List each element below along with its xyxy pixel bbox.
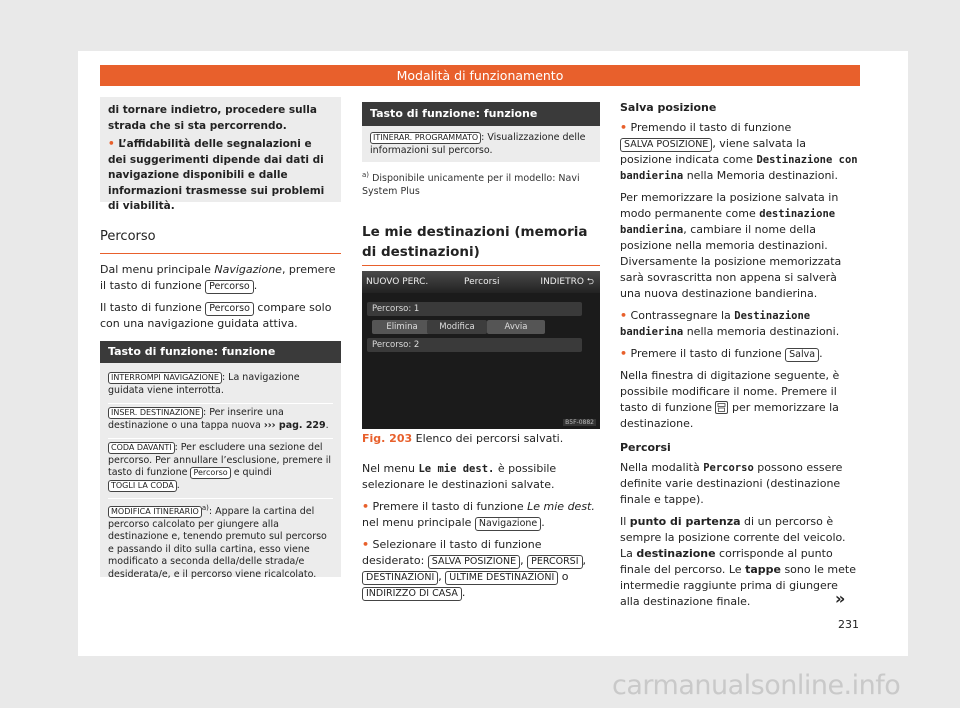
percorso-button[interactable]: Percorso (190, 467, 230, 479)
heading-rule (100, 253, 341, 254)
togli-coda-button[interactable]: TOGLI LA CODA (108, 480, 177, 492)
callout-text-2: L’affidabilità delle segnalazioni e dei suggerimenti dipende dai dati di navigazione disponibili e dalle informazioni trasmesse sui problemi di viabilità. (108, 138, 325, 212)
paragraph: • Premere il tasto di funzione Le mie dest. nel menu principale Navigazione . (362, 500, 595, 529)
footnote: $^{a)}$ Disponibile unicamente per il modello: Navi System Plus (362, 171, 580, 198)
interrompi-button[interactable]: INTERROMPI NAVIGAZIONE (108, 372, 222, 384)
paragraph: Il tasto di funzione Percorso compare solo con una navigazione guidata attiva. (100, 301, 332, 330)
salva-posizione-button[interactable]: SALVA POSIZIONE (428, 555, 520, 569)
paragraph: Nella modalità Percorso possono essere definite varie destinazioni (destinazione finale e tappe). (620, 461, 843, 506)
paragraph: Dal menu principale Navigazione, premere il tasto di funzione Percorso . (100, 263, 336, 292)
table-row: ITINERAR. PROGRAMMATO : Visualizzazione delle informazioni sul percorso. (370, 132, 586, 156)
table-row: MODIFICA ITINERARIO $^{a)}$: Appare la cartina del percorso calcolato per giungere alla destinazione e, tenendo premuto sul percorso e passando il dito sulla cartina, esso viene modificato a seconda della/delle strada/e desiderata/e, e il percorso viene ricalcolato. (108, 504, 327, 580)
navigazione-button[interactable]: Navigazione (475, 517, 541, 531)
paragraph: Nella finestra di digitazione seguente, è possibile modificare il nome. Premere il tasto di funzione per memorizzare la destinazione. (620, 369, 840, 430)
nuovo-perc-button[interactable]: NUOVO PERC. (366, 277, 429, 287)
save-icon[interactable] (715, 401, 728, 414)
bullet-icon: • (362, 500, 370, 513)
table-row: INSER. DESTINAZIONE : Per inserire una destinazione o una tappa nuova ››› pag. 229. (108, 404, 333, 439)
bullet-icon: • (620, 121, 628, 134)
inser-destinazione-button[interactable]: INSER. DESTINAZIONE (108, 407, 203, 419)
table-row: INTERROMPI NAVIGAZIONE : La navigazione guidata viene interrotta. (108, 369, 333, 404)
paragraph: • Contrassegnare la Destinazione bandierina nella memoria destinazioni. (620, 309, 840, 338)
table-header: Tasto di funzione: funzione (362, 102, 600, 126)
percorsi-button[interactable]: PERCORSI (527, 555, 582, 569)
ultime-destinazioni-button[interactable]: ULTIME DESTINAZIONI (445, 571, 558, 585)
route-row-1[interactable]: Percorso: 1 (367, 302, 582, 316)
bullet-icon: • (620, 309, 628, 322)
paragraph: Per memorizzare la posizione salvata in modo permanente come destinazione bandierina, cambiare il nome della posizione nella memoria destinazioni. Diversamente la posizione memorizzata sarà sovrascritta non appena si salverà una nuova destinazione bandierina. (620, 191, 842, 300)
function-table (362, 126, 600, 162)
paragraph: • Premere il tasto di funzione Salva . (620, 347, 823, 360)
callout-box (100, 97, 341, 212)
destinazioni-button[interactable]: DESTINAZIONI (362, 571, 438, 585)
left-text (100, 262, 341, 338)
bullet-icon: • (362, 538, 370, 551)
percorso-button[interactable]: Percorso (205, 280, 254, 294)
mid-text (362, 461, 602, 607)
bullet-icon: • (108, 138, 115, 150)
subheading-salva-posizione: Salva posizione (620, 101, 717, 114)
figure-caption: Fig. 203 Elenco dei percorsi salvati. (362, 432, 564, 445)
watermark: carmanualsonline.info (612, 670, 901, 701)
salva-button[interactable]: Salva (785, 348, 819, 362)
paragraph: Nel menu Le mie dest. è possibile selezionare le destinazioni salvate. (362, 462, 557, 491)
salva-posizione-button[interactable]: SALVA POSIZIONE (620, 138, 712, 152)
route-row-2[interactable]: Percorso: 2 (367, 338, 582, 352)
elimina-button[interactable]: Elimina (372, 320, 432, 334)
function-table (100, 363, 341, 580)
paragraph: • Premendo il tasto di funzione SALVA POSIZIONE , viene salvata la posizione indicata come Destinazione con bandierina nella Memoria destinazioni. (620, 121, 858, 182)
table-row: CODA DAVANTI : Per escludere una sezione del percorso. Per annullare l’esclusione, premere il tasto di funzione Percorso e quindi TOGLI LA CODA . (108, 439, 333, 499)
heading-rule (362, 265, 600, 266)
figure-code: B5F-0882 (565, 419, 594, 426)
indietro-button[interactable]: INDIETRO ⮌ (540, 277, 594, 287)
paragraph: Il punto di partenza di un percorso è sempre la posizione corrente del veicolo. La destinazione corrisponde al punto finale del percorso. Le tappe sono le mete intermedie raggiunte prima di giungere alla destinazione finale. (620, 515, 856, 608)
callout-text-1: di tornare indietro, procedere sulla strada che si sta percorrendo. (108, 104, 317, 132)
coda-davanti-button[interactable]: CODA DAVANTI (108, 442, 175, 454)
section-banner: Modalità di funzionamento (100, 65, 860, 86)
modifica-itinerario-button[interactable]: MODIFICA ITINERARIO (108, 506, 202, 518)
percorso-button[interactable]: Percorso (205, 302, 254, 316)
itinerar-programmato-button[interactable]: ITINERAR. PROGRAMMATO (370, 132, 481, 144)
right-text (620, 100, 860, 616)
continue-icon: » (835, 589, 846, 608)
bullet-icon: • (620, 347, 628, 360)
navigation-screen (362, 271, 600, 429)
screen-topbar (362, 271, 600, 293)
heading-percorso: Percorso (100, 229, 156, 244)
avvia-button[interactable]: Avvia (487, 320, 545, 334)
subheading-percorsi: Percorsi (620, 441, 671, 454)
indirizzo-casa-button[interactable]: INDIRIZZO DI CASA (362, 587, 462, 601)
paragraph: • Selezionare il tasto di funzione desiderato: SALVA POSIZIONE , PERCORSI , DESTINAZIONI , ULTIME DESTINAZIONI o INDIRIZZO DI CASA . (362, 538, 587, 599)
screen-title: Percorsi (464, 277, 500, 287)
table-header: Tasto di funzione: funzione (100, 341, 341, 363)
heading-mie-destinazioni: Le mie destinazioni (memoria di destinazioni) (362, 224, 588, 260)
modifica-button[interactable]: Modifica (427, 320, 487, 334)
page-number: 231 (838, 618, 859, 631)
